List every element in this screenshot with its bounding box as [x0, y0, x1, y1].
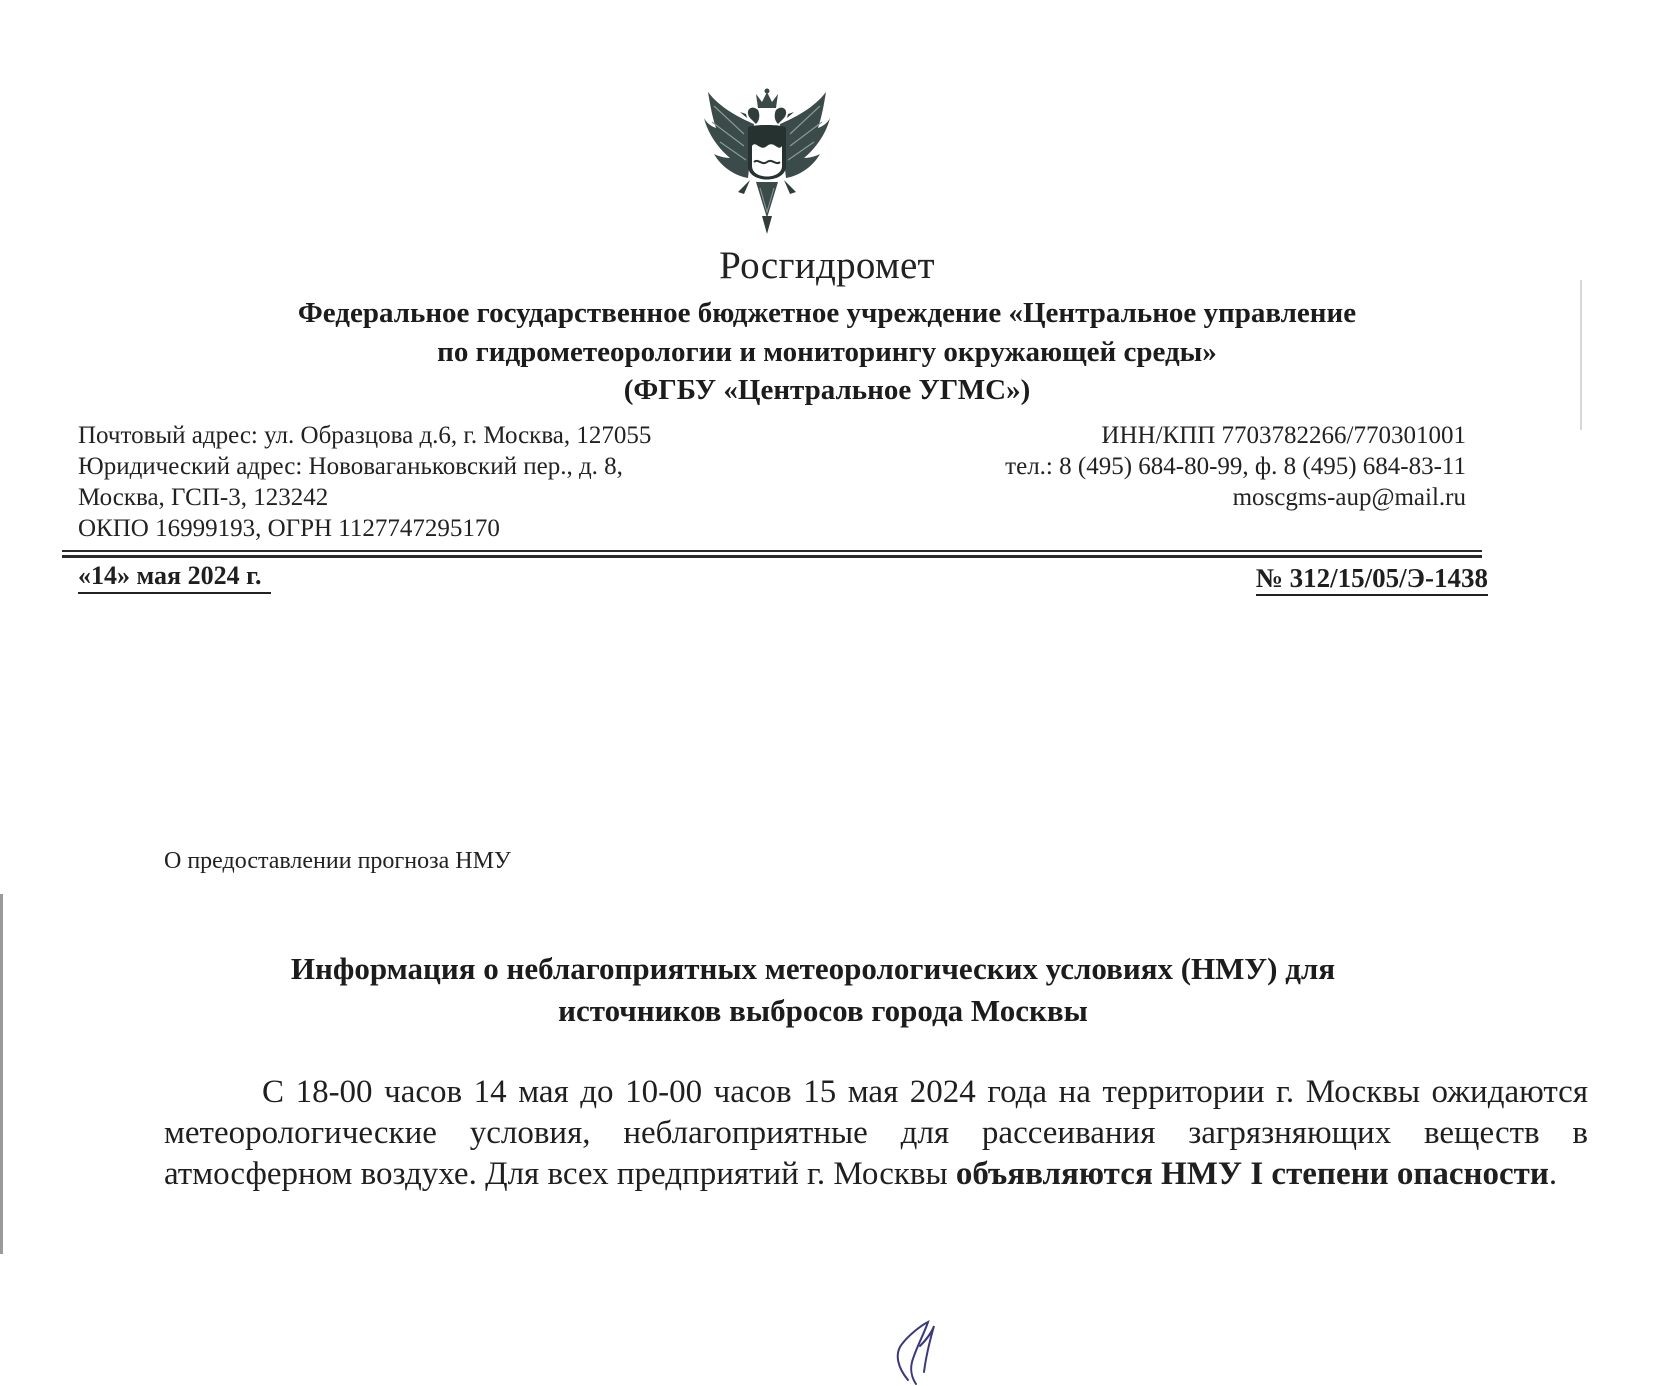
- body-bold-text: объявляются НМУ I степени опасности: [955, 1156, 1549, 1192]
- org-name-line-1: Федеральное государственное бюджетное учреждение «Центральное управление: [297, 297, 1357, 329]
- document-title-line-1: Информация о неблагоприятных метеорологических условиях (НМУ) для: [290, 951, 1336, 986]
- org-name-line-2: по гидрометеорологии и мониторингу окружающей среды»: [437, 336, 1217, 368]
- document-date: «14» мая 2024 г.: [78, 560, 271, 594]
- scan-edge-artifact: [0, 894, 3, 1254]
- document-subject: О предоставлении прогноза НМУ: [164, 848, 511, 874]
- email: moscgms-aup@mail.ru: [1232, 484, 1466, 511]
- document-title-line-2: источников выбросов города Москвы: [558, 993, 1088, 1028]
- requisites-right: [1005, 420, 1466, 513]
- legal-address: Юридический адрес: Нововаганьковский пер., д. 8,: [78, 453, 623, 480]
- body-paragraph: [164, 1072, 1588, 1195]
- body-text: С 18-00 часов 14 мая до 10-00 часов 15 мая 2024 года на территории г. Москвы ожидаются метеорологические условия, неблагоприятные для рассеивания загрязняющих веществ в атмосферном воздухе. Для всех предприятий г. Москвы: [164, 1074, 1588, 1192]
- okpo-ogrn: ОКПО 16999193, ОГРН 1127747295170: [78, 515, 500, 542]
- body-end: .: [1548, 1156, 1558, 1192]
- handwritten-signature-icon: [868, 1318, 958, 1386]
- agency-name: Росгидромет: [719, 244, 935, 287]
- inn-kpp: ИНН/КПП 7703782266/770301001: [1101, 422, 1466, 449]
- legal-address-city: Москва, ГСП-3, 123242: [78, 484, 329, 511]
- header-divider: [62, 555, 1482, 558]
- org-name-line-3: (ФГБУ «Центральное УГМС»): [623, 374, 1031, 406]
- postal-address: Почтовый адрес: ул. Образцова д.6, г. Москва, 127055: [78, 422, 652, 449]
- phone-fax: тел.: 8 (495) 684-80-99, ф. 8 (495) 684-83-11: [1005, 453, 1466, 480]
- double-headed-eagle-emblem-icon: [700, 88, 835, 238]
- header-divider: [62, 550, 1482, 552]
- document-number: № 312/15/05/Э-1438: [1256, 562, 1488, 596]
- requisites-left: [78, 420, 651, 544]
